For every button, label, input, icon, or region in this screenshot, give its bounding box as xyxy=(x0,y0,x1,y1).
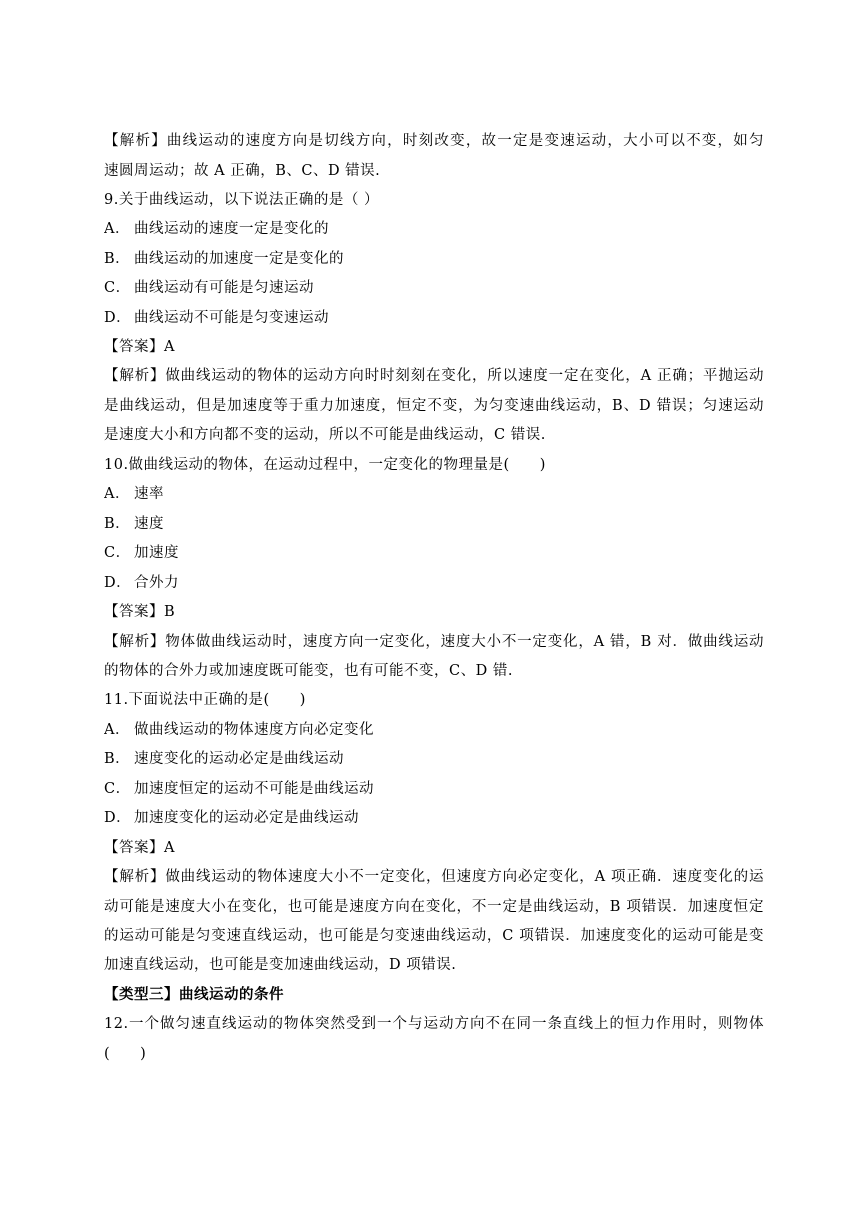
question-11-option-c xyxy=(104,779,764,799)
option-text: 速度变化的运动必定是曲线运动 xyxy=(134,751,344,767)
question-10-option-d xyxy=(104,573,764,593)
option-label: D． xyxy=(104,575,132,591)
question-11-explanation-line: 加速直线运动，也可能是变加速曲线运动，D 项错误. xyxy=(104,957,457,973)
question-10-answer: 【答案】B xyxy=(104,604,176,620)
option-text: 合外力 xyxy=(134,575,179,591)
option-label: C． xyxy=(104,545,131,561)
option-label: A． xyxy=(104,486,130,502)
question-10-option-c xyxy=(104,543,764,563)
question-11-stem: 11.下面说法中正确的是( ) xyxy=(104,692,306,708)
question-10-explanation-line: 【解析】物体做曲线运动时，速度方向一定变化，速度大小不一定变化，A 错，B 对．做曲线运动 xyxy=(104,634,764,650)
question-9-option-b xyxy=(104,249,764,269)
option-label: A． xyxy=(104,221,130,237)
option-label: A． xyxy=(104,722,130,738)
option-text: 加速度变化的运动必定是曲线运动 xyxy=(134,810,359,826)
question-11-option-b xyxy=(104,749,764,769)
question-9-option-a xyxy=(104,219,764,239)
option-text: 曲线运动有可能是匀速运动 xyxy=(134,280,314,296)
question-9-option-c xyxy=(104,278,764,298)
question-10-stem: 10.做曲线运动的物体，在运动过程中，一定变化的物理量是( ) xyxy=(104,457,546,473)
option-label: B． xyxy=(104,751,131,767)
option-label: B． xyxy=(104,516,131,532)
question-12-stem: ( ) xyxy=(104,1046,147,1062)
question-9-stem: 9.关于曲线运动，以下说法正确的是（ ） xyxy=(104,192,379,208)
question-11-answer: 【答案】A xyxy=(104,840,175,856)
option-text: 速度 xyxy=(134,516,164,532)
option-text: 加速度 xyxy=(134,545,179,561)
question-9-explanation-line: 是曲线运动，但是加速度等于重力加速度，恒定不变，为匀变速曲线运动，B、D 错误；匀速运动 xyxy=(104,398,764,414)
option-label: B． xyxy=(104,251,131,267)
option-text: 曲线运动的速度一定是变化的 xyxy=(134,221,329,237)
option-label: C． xyxy=(104,280,131,296)
option-label: D． xyxy=(104,810,132,826)
question-11-option-d xyxy=(104,808,764,828)
question-10-option-b xyxy=(104,514,764,534)
option-text: 速率 xyxy=(134,486,164,502)
question-9-explanation-line: 是速度大小和方向都不变的运动，所以不可能是曲线运动，C 错误. xyxy=(104,427,546,443)
option-text: 做曲线运动的物体速度方向必定变化 xyxy=(134,722,374,738)
option-text: 曲线运动的加速度一定是变化的 xyxy=(134,251,344,267)
section-heading: 【类型三】曲线运动的条件 xyxy=(104,986,284,1003)
question-10-option-a xyxy=(104,484,764,504)
explanation-line: 速圆周运动；故 A 正确，B、C、D 错误. xyxy=(104,163,381,179)
option-text: 加速度恒定的运动不可能是曲线运动 xyxy=(134,781,374,797)
explanation-line: 【解析】曲线运动的速度方向是切线方向，时刻改变，故一定是变速运动，大小可以不变，如匀 xyxy=(104,133,764,149)
option-text: 曲线运动不可能是匀变速运动 xyxy=(134,310,329,326)
question-12-stem: 12.一个做匀速直线运动的物体突然受到一个与运动方向不在同一条直线上的恒力作用时，则物体 xyxy=(104,1016,764,1032)
option-label: C． xyxy=(104,781,131,797)
question-11-option-a xyxy=(104,720,764,740)
question-9-answer: 【答案】A xyxy=(104,339,175,355)
option-label: D． xyxy=(104,310,132,326)
question-11-explanation-line: 动可能是速度大小在变化，也可能是速度方向在变化，不一定是曲线运动，B 项错误．加速度恒定 xyxy=(104,899,764,915)
question-11-explanation-line: 的运动可能是匀变速直线运动，也可能是匀变速曲线运动，C 项错误．加速度变化的运动可能是变 xyxy=(104,928,764,944)
question-11-explanation-line: 【解析】做曲线运动的物体速度大小不一定变化，但速度方向必定变化，A 项正确．速度变化的运 xyxy=(104,869,764,885)
question-9-option-d xyxy=(104,308,764,328)
question-9-explanation-line: 【解析】做曲线运动的物体的运动方向时时刻刻在变化，所以速度一定在变化，A 正确；平抛运动 xyxy=(104,368,764,384)
question-10-explanation-line: 的物体的合外力或加速度既可能变，也有可能不变，C、D 错. xyxy=(104,663,513,679)
